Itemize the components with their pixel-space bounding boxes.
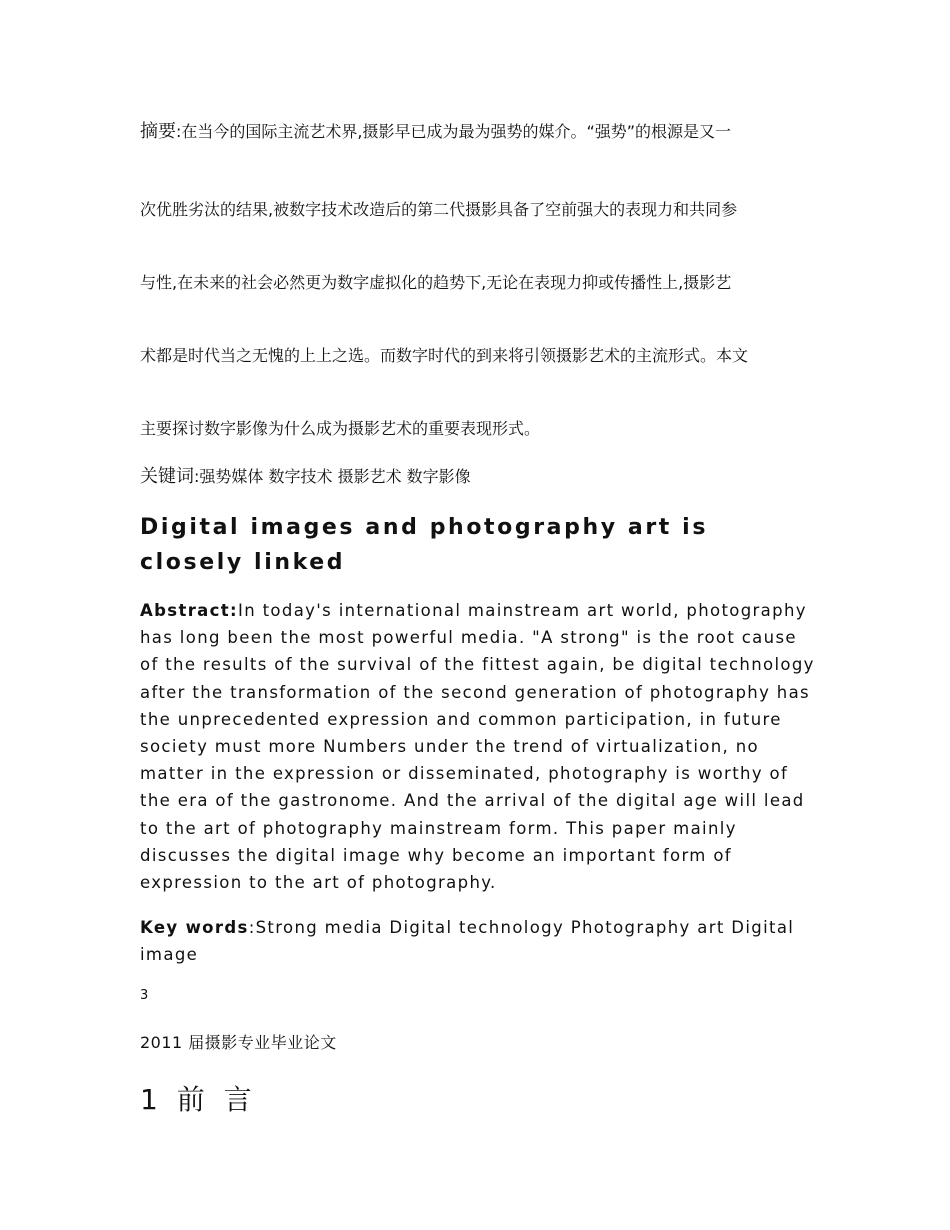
english-keywords — [140, 914, 820, 968]
section-heading: 1 前 言 — [140, 1083, 257, 1116]
running-header: 2011 届摄影专业毕业论文 — [140, 1033, 337, 1052]
english-abstract — [140, 597, 820, 896]
cn-keywords — [140, 463, 471, 490]
english-abstract-label: Abstract: — [140, 601, 238, 620]
cn-abstract-line-5: 主要探讨数字影像为什么成为摄影艺术的重要表现形式。 — [140, 419, 541, 438]
cn-abstract-text-1: :在当今的国际主流艺术界,摄影早已成为最为强势的媒介。“强势”的根源是又一 — [176, 122, 732, 141]
cn-abstract-line-3: 与性,在未来的社会必然更为数字虚拟化的趋势下,无论在表现力抑或传播性上,摄影艺 — [140, 273, 732, 292]
english-abstract-text: In today's international mainstream art world, photography has long been the most powerful media. "A strong" is the root cause of the results of the survival of the fittest again, be digital technology after the transformation of the second generation of photography has the unprecedented expression and common participation, in future society must more Numbers under the trend of virtualization, no matter in the expression or disseminated, photography is worthy of the era of the gastronome. And the arrival of the digital age will lead to the art of photography mainstream form. This paper mainly discusses the digital image why become an important form of expression to the art of photography. — [140, 601, 815, 893]
cn-keywords-label: 关键词 — [140, 466, 194, 487]
page-number: 3 — [140, 988, 149, 1003]
english-keywords-text: :Strong media Digital technology Photography art Digital image — [140, 918, 795, 964]
english-keywords-label: Key words — [140, 918, 249, 937]
english-title: Digital images and photography art is closely linked — [140, 515, 709, 575]
cn-abstract-line-1 — [140, 118, 731, 145]
cn-abstract-label: 摘要 — [140, 121, 176, 142]
cn-abstract-line-2: 次优胜劣汰的结果,被数字技术改造后的第二代摄影具备了空前强大的表现力和共同参 — [140, 200, 738, 219]
cn-keywords-text: :强势媒体 数字技术 摄影艺术 数字影像 — [194, 467, 471, 486]
cn-abstract-line-4: 术都是时代当之无愧的上上之选。而数字时代的到来将引领摄影艺术的主流形式。本文 — [140, 346, 749, 365]
